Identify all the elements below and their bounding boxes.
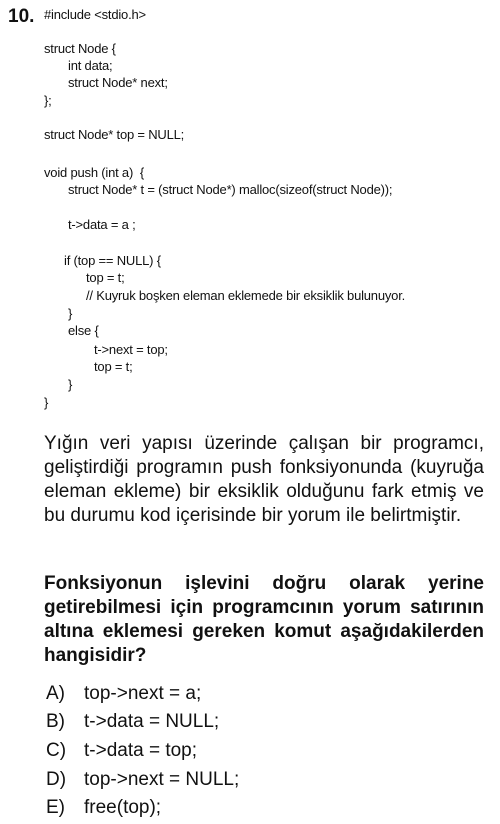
option-letter: B) [46, 711, 65, 732]
option-d[interactable] [46, 768, 239, 792]
option-letter: C) [46, 740, 67, 761]
code-line: } [68, 377, 73, 392]
code-line: t->data = a ; [68, 217, 136, 232]
option-text: top->next = NULL; [84, 769, 240, 790]
code-line: } [44, 395, 49, 410]
code-line: top = t; [94, 359, 133, 374]
code-line: t->next = top; [94, 342, 168, 357]
code-comment: // Kuyruk boşken eleman eklemede bir eksiklik bulunuyor. [86, 288, 406, 303]
option-e[interactable] [46, 796, 161, 820]
option-text: free(top); [84, 797, 162, 818]
code-line: struct Node* t = (struct Node*) malloc(sizeof(struct Node)); [68, 182, 393, 197]
option-text: t->data = NULL; [84, 711, 220, 732]
option-text: t->data = top; [84, 740, 198, 761]
code-line: } [68, 306, 73, 321]
code-line: void push (int a) { [44, 165, 145, 180]
question-prompt: Fonksiyonun işlevini doğru olarak yerine getirebilmesi için programcının yorum satırının altına eklemesi gereken komut aşağıdakilerden hangisidir? [44, 573, 484, 666]
code-line: struct Node* top = NULL; [44, 127, 185, 142]
question-number: 10. [8, 6, 35, 27]
option-text: top->next = a; [84, 683, 202, 704]
code-line: #include <stdio.h> [44, 7, 146, 22]
code-line: struct Node { [44, 41, 116, 56]
code-line: }; [44, 93, 52, 108]
code-line: else { [68, 323, 99, 338]
code-line: struct Node* next; [68, 75, 168, 90]
option-letter: E) [46, 797, 65, 818]
option-letter: A) [46, 683, 65, 704]
code-line: int data; [68, 58, 113, 73]
code-line: top = t; [86, 270, 125, 285]
option-a[interactable] [46, 682, 201, 706]
option-letter: D) [46, 769, 67, 790]
option-c[interactable] [46, 739, 197, 763]
code-line: if (top == NULL) { [64, 253, 161, 268]
option-b[interactable] [46, 710, 219, 734]
question-paragraph: Yığın veri yapısı üzerinde çalışan bir programcı, geliştirdiği programın push fonksiyonunda (kuyruğa eleman ekleme) bir eksiklik olduğunu fark etmiş ve bu durumu kod içerisinde bir yorum ile belirtmiştir. [44, 433, 484, 526]
